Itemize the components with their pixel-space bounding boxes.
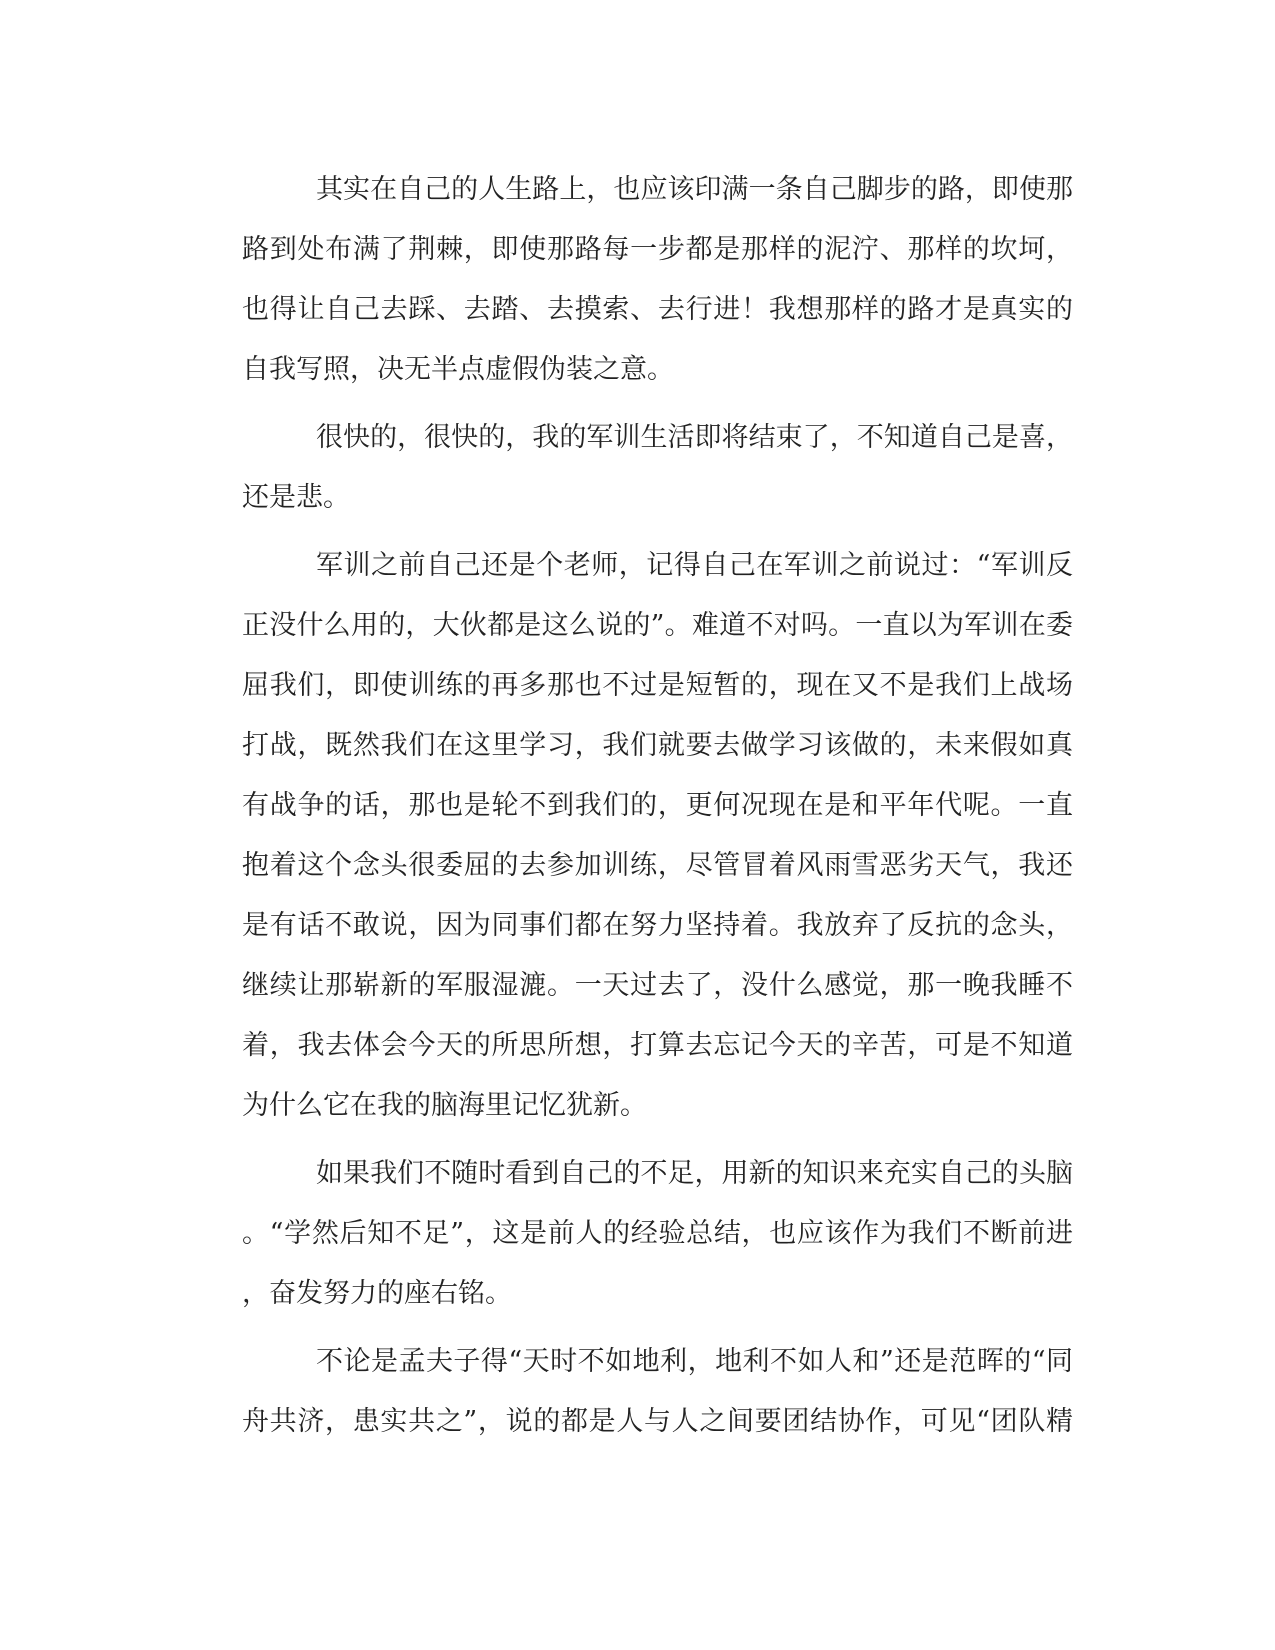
paragraph-4 (188, 1144, 1073, 1324)
text-line: 舟共济，患实共之”，说的都是人与人之间要团结协作，可见“团队精 (242, 1406, 1073, 1437)
text-line: 军训之前自己还是个老师，记得自己在军训之前说过：“军训反 (316, 550, 1073, 581)
text-line: 着，我去体会今天的所思所想，打算去忘记今天的辛苦，可是不知道 (242, 1030, 1073, 1061)
document-body (188, 160, 1073, 1460)
paragraph-2 (188, 408, 1073, 528)
text-line: 屈我们，即使训练的再多那也不过是短暂的，现在又不是我们上战场 (242, 670, 1073, 701)
text-line: 还是悲。 (242, 482, 350, 513)
text-line: ，奋发努力的座右铭。 (242, 1278, 512, 1309)
text-line: 正没什么用的，大伙都是这么说的”。难道不对吗。一直以为军训在委 (242, 610, 1073, 641)
paragraph-1 (188, 160, 1073, 400)
paragraph-3 (188, 536, 1073, 1136)
text-line: 有战争的话，那也是轮不到我们的，更何况现在是和平年代呢。一直 (242, 790, 1073, 821)
text-line: 是有话不敢说，因为同事们都在努力坚持着。我放弃了反抗的念头， (242, 910, 1073, 941)
text-line: 其实在自己的人生路上，也应该印满一条自己脚步的路，即使那 (316, 174, 1073, 205)
text-line: 路到处布满了荆棘，即使那路每一步都是那样的泥泞、那样的坎坷， (242, 234, 1073, 265)
text-line: 继续让那崭新的军服湿漉。一天过去了，没什么感觉，那一晚我睡不 (242, 970, 1073, 1001)
text-line: 也得让自己去踩、去踏、去摸索、去行进！我想那样的路才是真实的 (242, 294, 1073, 325)
text-line: 自我写照，决无半点虚假伪装之意。 (242, 354, 674, 385)
text-line: 为什么它在我的脑海里记忆犹新。 (242, 1090, 647, 1121)
text-line: 打战，既然我们在这里学习，我们就要去做学习该做的，未来假如真 (242, 730, 1073, 761)
text-line: 。“学然后知不足”，这是前人的经验总结，也应该作为我们不断前进 (242, 1218, 1073, 1249)
text-line: 抱着这个念头很委屈的去参加训练，尽管冒着风雨雪恶劣天气，我还 (242, 850, 1073, 881)
text-line: 如果我们不随时看到自己的不足，用新的知识来充实自己的头脑 (316, 1158, 1073, 1189)
text-line: 不论是孟夫子得“天时不如地利，地利不如人和”还是范晖的“同 (316, 1346, 1073, 1377)
text-line: 很快的，很快的，我的军训生活即将结束了，不知道自己是喜， (316, 422, 1073, 453)
paragraph-5 (188, 1332, 1073, 1452)
